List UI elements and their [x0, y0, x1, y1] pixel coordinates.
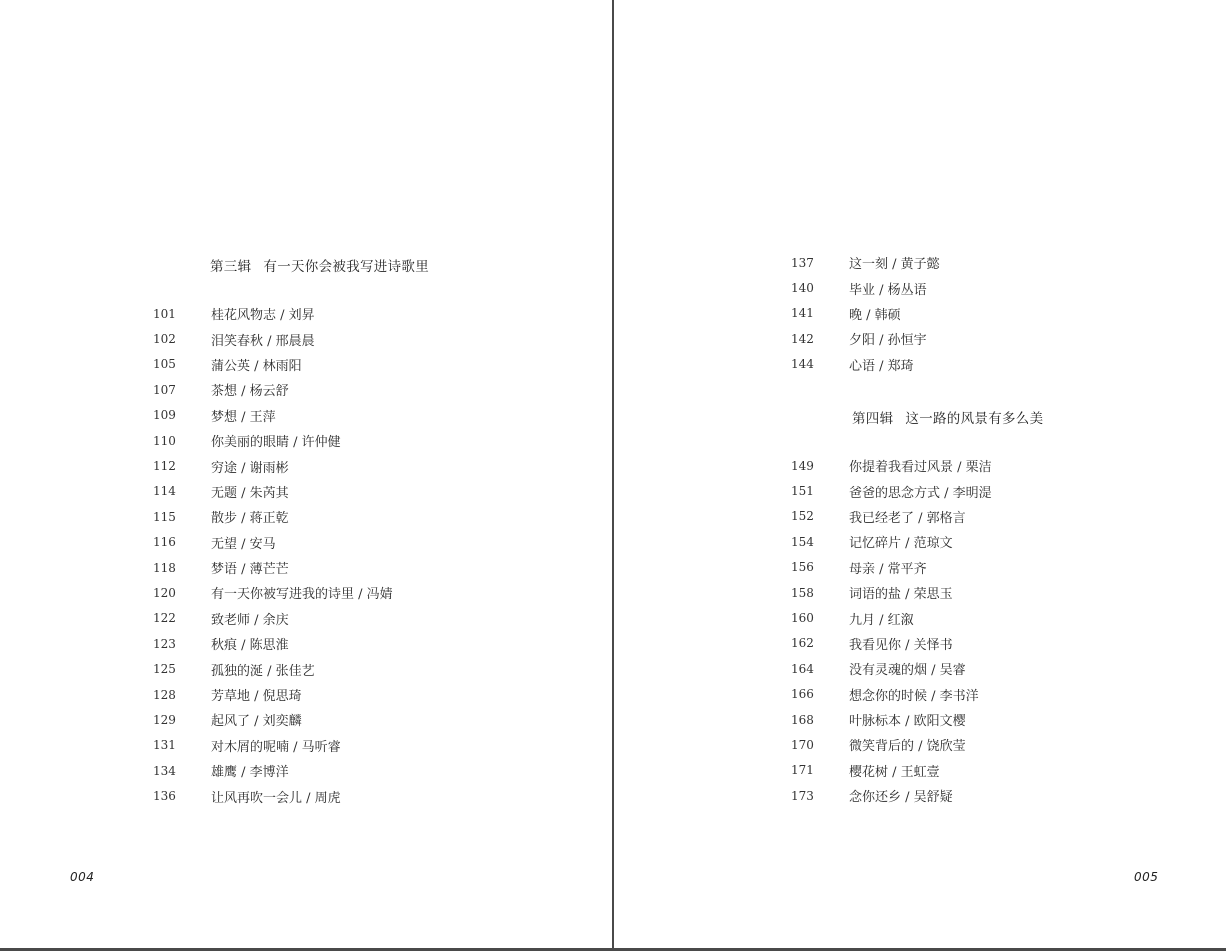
toc-entry-title: 梦想 / 王萍: [211, 409, 276, 425]
toc-entry[interactable]: [791, 326, 940, 351]
toc-entry-title: 晚 / 韩硕: [849, 307, 901, 323]
toc-page-number: 156: [791, 560, 814, 575]
toc-page-number: 112: [153, 459, 176, 474]
toc-page-number: 152: [791, 509, 814, 524]
toc-page-number: 107: [153, 382, 176, 397]
toc-entry-title: 我已经老了 / 郭格言: [849, 510, 966, 526]
section-heading-4: [852, 407, 1043, 427]
toc-list-left: [153, 301, 393, 809]
toc-entry-title: 你提着我看过风景 / 栗洁: [849, 460, 992, 476]
section-title: 这一路的风景有多么美: [905, 411, 1044, 427]
toc-page-number: 125: [153, 662, 176, 677]
toc-page-number: 114: [153, 484, 176, 499]
toc-entry[interactable]: [791, 605, 992, 630]
toc-entry[interactable]: [153, 377, 393, 402]
toc-entry-title: 微笑背后的 / 饶欣莹: [849, 739, 966, 755]
toc-page-number: 129: [153, 712, 176, 727]
toc-entry[interactable]: [153, 783, 393, 808]
toc-entry-title: 让风再吹一会儿 / 周虎: [211, 790, 341, 806]
toc-page-number: 110: [153, 433, 176, 448]
toc-entry-title: 记忆碎片 / 范琼文: [849, 536, 953, 552]
toc-page-number: 134: [153, 763, 176, 778]
toc-page-number: 131: [153, 738, 176, 753]
toc-entry-title: 茶想 / 杨云舒: [211, 384, 289, 400]
toc-entry-title: 想念你的时候 / 李书洋: [849, 688, 979, 704]
toc-entry-title: 梦语 / 薄芒芒: [211, 562, 289, 578]
toc-entry[interactable]: [791, 631, 992, 656]
toc-entry-title: 散步 / 蒋正乾: [211, 511, 289, 527]
toc-entry-title: 毕业 / 杨丛语: [849, 282, 927, 298]
toc-entry-title: 九月 / 红溆: [849, 612, 914, 628]
toc-page-number: 162: [791, 636, 814, 651]
toc-entry[interactable]: [153, 530, 393, 555]
toc-entry[interactable]: [791, 656, 992, 681]
toc-entry[interactable]: [153, 606, 393, 631]
toc-entry[interactable]: [153, 656, 393, 681]
toc-page-number: 137: [791, 255, 814, 270]
toc-entry[interactable]: [153, 301, 393, 326]
toc-entry[interactable]: [153, 707, 393, 732]
toc-entry-title: 母亲 / 常平齐: [849, 561, 927, 577]
toc-entry-title: 词语的盐 / 荣思玉: [849, 587, 953, 603]
toc-entry[interactable]: [153, 428, 393, 453]
toc-page-number: 166: [791, 687, 814, 702]
toc-list-right: [791, 453, 992, 808]
toc-page-number: 142: [791, 331, 814, 346]
toc-entry[interactable]: [791, 478, 992, 503]
toc-page-number: 141: [791, 306, 814, 321]
toc-entry[interactable]: [791, 301, 940, 326]
toc-entry-title: 樱花树 / 王虹壹: [849, 764, 940, 780]
toc-entry-title: 无题 / 朱芮其: [211, 485, 289, 501]
toc-page-number: 116: [153, 535, 176, 550]
toc-entry[interactable]: [791, 250, 940, 275]
toc-entry-title: 芳草地 / 倪思琦: [211, 689, 302, 705]
toc-entry-title: 桂花风物志 / 刘昇: [211, 308, 315, 324]
toc-page-number: 144: [791, 357, 814, 372]
toc-entry-title: 无望 / 安马: [211, 536, 276, 552]
toc-page-number: 164: [791, 661, 814, 676]
toc-page-number: 128: [153, 687, 176, 702]
toc-page-number: 120: [153, 585, 176, 600]
toc-entry-title: 起风了 / 刘奕麟: [211, 714, 302, 730]
toc-entry-title: 致老师 / 余庆: [211, 612, 289, 628]
toc-entry[interactable]: [153, 352, 393, 377]
toc-entry-title: 叶脉标本 / 欧阳文樱: [849, 714, 966, 730]
toc-entry[interactable]: [153, 682, 393, 707]
toc-page-number: 154: [791, 534, 814, 549]
toc-page-number: 168: [791, 712, 814, 727]
toc-entry[interactable]: [791, 529, 992, 554]
page-number-left: 004: [70, 870, 95, 884]
toc-entry[interactable]: [791, 758, 992, 783]
toc-entry-title: 泪笑春秋 / 邢晨晨: [211, 333, 315, 349]
toc-entry-title: 对木屑的呢喃 / 马听睿: [211, 739, 341, 755]
toc-entry[interactable]: [791, 555, 992, 580]
toc-page-number: 136: [153, 789, 176, 804]
toc-entry-title: 穷途 / 谢雨彬: [211, 460, 289, 476]
toc-entry[interactable]: [791, 783, 992, 808]
toc-entry-title: 爸爸的思念方式 / 李明湜: [849, 485, 992, 501]
toc-entry[interactable]: [153, 326, 393, 351]
toc-page-number: 173: [791, 788, 814, 803]
toc-entry[interactable]: [153, 403, 393, 428]
toc-entry[interactable]: [791, 580, 992, 605]
toc-page-number: 123: [153, 636, 176, 651]
toc-entry-title: 这一刻 / 黄子懿: [849, 257, 940, 273]
toc-entry[interactable]: [153, 504, 393, 529]
toc-page-number: 158: [791, 585, 814, 600]
toc-entry-title: 雄鹰 / 李博洋: [211, 765, 289, 781]
toc-entry[interactable]: [153, 733, 393, 758]
page-number-right: 005: [1134, 870, 1159, 884]
right-page: [614, 0, 1226, 948]
toc-page-number: 149: [791, 458, 814, 473]
toc-page-number: 118: [153, 560, 176, 575]
section-label: 第四辑: [852, 411, 894, 427]
toc-page-number: 109: [153, 408, 176, 423]
toc-page-number: 171: [791, 763, 814, 778]
toc-list-right-top: [791, 250, 940, 377]
toc-entry-title: 没有灵魂的烟 / 吴睿: [849, 663, 966, 679]
toc-entry[interactable]: [791, 352, 940, 377]
toc-page-number: 160: [791, 611, 814, 626]
toc-page-number: 101: [153, 306, 176, 321]
toc-entry-title: 秋痕 / 陈思淮: [211, 638, 289, 654]
toc-page-number: 122: [153, 611, 176, 626]
toc-entry[interactable]: [791, 275, 940, 300]
toc-entry[interactable]: [153, 758, 393, 783]
section-label: 第三辑: [210, 259, 252, 275]
toc-entry-title: 孤独的涎 / 张佳艺: [211, 663, 315, 679]
toc-entry[interactable]: [153, 555, 393, 580]
toc-entry-title: 念你还乡 / 吴舒疑: [849, 790, 953, 806]
section-title: 有一天你会被我写进诗歌里: [263, 259, 430, 275]
toc-page-number: 140: [791, 281, 814, 296]
toc-entry[interactable]: [791, 453, 992, 478]
toc-entry-title: 有一天你被写进我的诗里 / 冯婧: [211, 587, 393, 603]
toc-entry[interactable]: [791, 682, 992, 707]
toc-entry-title: 夕阳 / 孙恒宇: [849, 333, 927, 349]
toc-page-number: 170: [791, 737, 814, 752]
toc-entry[interactable]: [791, 707, 992, 732]
toc-entry[interactable]: [153, 580, 393, 605]
toc-entry-title: 蒲公英 / 林雨阳: [211, 358, 302, 374]
toc-entry-title: 心语 / 郑琦: [849, 358, 914, 374]
left-page: [0, 0, 612, 948]
toc-entry[interactable]: [791, 732, 992, 757]
toc-entry[interactable]: [153, 631, 393, 656]
toc-entry-title: 你美丽的眼睛 / 许仲健: [211, 435, 341, 451]
toc-page-number: 105: [153, 357, 176, 372]
toc-page-number: 102: [153, 332, 176, 347]
section-heading-3: [210, 255, 429, 275]
toc-entry[interactable]: [791, 504, 992, 529]
toc-entry[interactable]: [153, 479, 393, 504]
toc-page-number: 151: [791, 484, 814, 499]
toc-entry-title: 我看见你 / 关怿书: [849, 637, 953, 653]
toc-page-number: 115: [153, 509, 176, 524]
toc-entry[interactable]: [153, 453, 393, 478]
